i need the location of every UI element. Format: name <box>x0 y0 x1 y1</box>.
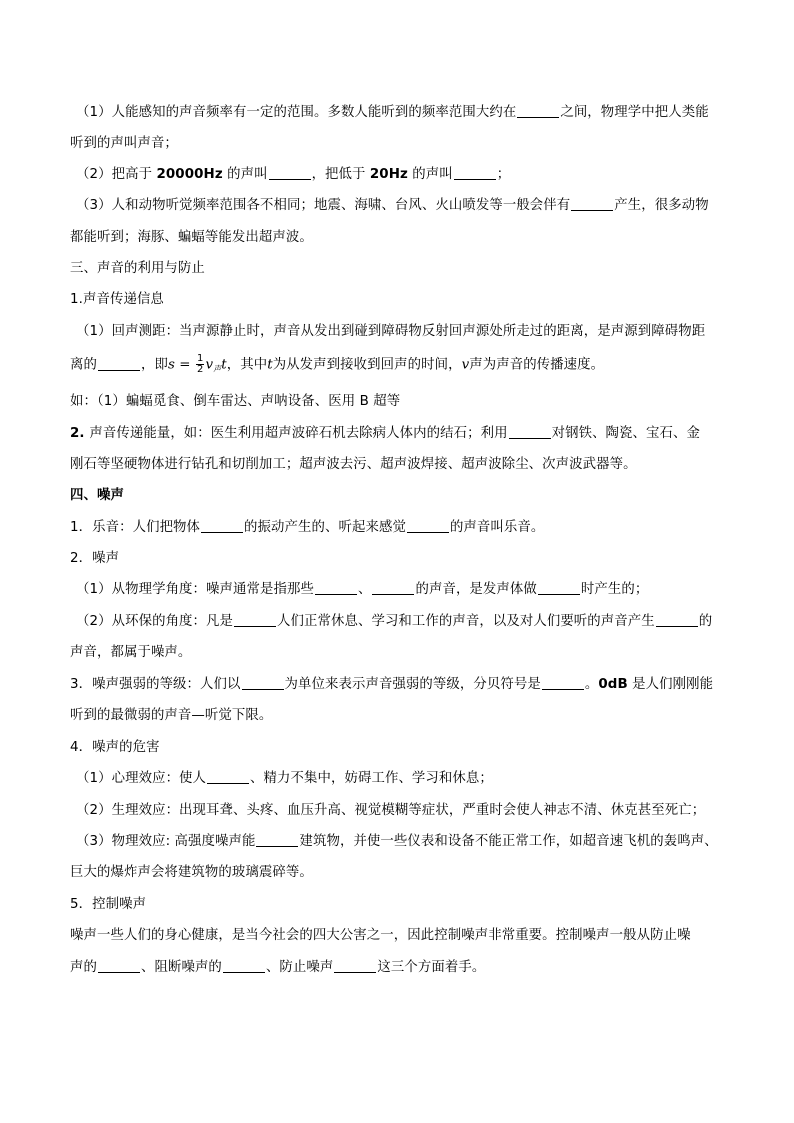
fill-blank[interactable] <box>201 518 243 533</box>
text-line: （1）从物理学角度：噪声通常是指那些 、 的声音，是发声体做 时产生的； <box>76 582 649 597</box>
text-line: （3）物理效应: 高强度噪声能 建筑物，并使一些仪表和设备不能正常工作，如超音速飞机的轰鸣声、 <box>76 834 718 849</box>
fill-blank[interactable] <box>542 675 584 690</box>
text-line: （1）心理效应：使人 、精力不集中，妨碍工作、学习和休息； <box>76 771 493 786</box>
text-line: （2）从环保的角度：凡是 人们正常休息、学习和工作的声音，以及对人们要听的声音产生 的 <box>76 614 713 629</box>
fill-blank[interactable] <box>407 518 449 533</box>
section-heading: 四、噪声 <box>70 488 124 503</box>
text-line: （1）回声测距：当声源静止时，声音从发出到碰到障碍物反射回声源处所走过的距离，是声源到障碍物距 <box>76 324 706 339</box>
fill-blank[interactable] <box>454 165 496 180</box>
subsection-heading: 2．噪声 <box>70 551 120 566</box>
fraction: $\frac{1}{2}$ <box>196 353 204 375</box>
fill-blank[interactable] <box>517 103 559 118</box>
text-line: 噪声一些人们的身心健康，是当今社会的四大公害之一，因此控制噪声非常重要。控制噪声一般从防止噪 <box>70 928 691 943</box>
text-line: 3．噪声强弱的等级：人们以 为单位来表示声音强弱的等级，分贝符号是 。0dB 是人们刚刚能 <box>70 677 714 692</box>
text-line: （1）人能感知的声音频率有一定的范围。多数人能听到的频率范围大约在 之间，物理学中把人类能 <box>76 105 709 120</box>
fill-blank[interactable] <box>207 769 249 784</box>
text-line: 听到的声叫声音； <box>70 136 178 151</box>
fill-blank[interactable] <box>315 580 357 595</box>
subsection-heading: 4．噪声的危害 <box>70 740 160 755</box>
fill-blank[interactable] <box>269 165 311 180</box>
fill-blank[interactable] <box>656 612 698 627</box>
fill-blank[interactable] <box>334 958 376 973</box>
section-heading: 三、声音的利用与防止 <box>70 261 205 276</box>
fill-blank[interactable] <box>509 424 551 439</box>
fill-blank[interactable] <box>223 958 265 973</box>
text-line: 2. 声音传递能量，如：医生利用超声波碎石机去除病人体内的结石；利用 对钢铁、陶瓷、宝石、金 <box>70 426 700 441</box>
fill-blank[interactable] <box>234 612 276 627</box>
fill-blank[interactable] <box>98 958 140 973</box>
text-line: 都能听到；海豚、蝙蝠等能发出超声波。 <box>70 230 313 245</box>
text-line: （2）生理效应：出现耳聋、头疼、血压升高、视觉模糊等症状，严重时会使人神志不清、休克甚至死亡； <box>76 803 706 818</box>
subsection-heading: 1.声音传递信息 <box>70 292 164 307</box>
fill-blank[interactable] <box>242 675 284 690</box>
fill-blank[interactable] <box>98 356 140 371</box>
text-line: 听到的最微弱的声音—听觉下限。 <box>70 708 273 723</box>
text-line: 如：（1）蝙蝠觅食、倒车雷达、声呐设备、医用 B 超等 <box>70 394 401 409</box>
text-line: 声音，都属于噪声。 <box>70 645 192 660</box>
text-line: 1．乐音：人们把物体 的振动产生的、听起来感觉 的声音叫乐音。 <box>70 520 545 535</box>
fill-blank[interactable] <box>256 832 298 847</box>
text-line: 声的 、阻断噪声的 、防止噪声 这三个方面着手。 <box>70 960 486 975</box>
subsection-heading: 5．控制噪声 <box>70 897 147 912</box>
text-line: 离的 ，即s = $\frac{1}{2}$ $v_声t$，其中t为从发声到接收到回声的时间，v声为声音的传播速度。 <box>70 353 605 375</box>
fill-blank[interactable] <box>372 580 414 595</box>
formula-s: s = <box>167 357 195 373</box>
text-line: （2）把高于 20000Hz 的声叫 ，把低于 20Hz 的声叫 ； <box>76 167 511 182</box>
text-line: 刚石等坚硬物体进行钻孔和切削加工；超声波去污、超声波焊接、超声波除尘、次声波武器等。 <box>70 457 637 472</box>
text-line: （3）人和动物听觉频率范围各不相同；地震、海啸、台风、火山喷发等一般会伴有 产生，很多动物 <box>76 198 709 213</box>
fill-blank[interactable] <box>571 196 613 211</box>
fill-blank[interactable] <box>538 580 580 595</box>
text-line: 巨大的爆炸声会将建筑物的玻璃震碎等。 <box>70 865 313 880</box>
